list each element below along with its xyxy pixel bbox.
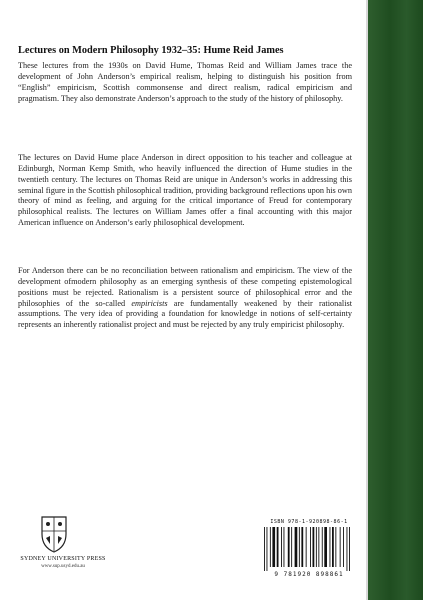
barcode-bar xyxy=(347,527,348,571)
barcode-bar xyxy=(332,527,334,567)
barcode-bar xyxy=(316,527,317,567)
blurb-paragraph-3: For Anderson there can be no reconciliation between rationalism and empiricism. The view of the development ofmodern philosophy as an emerging synthesis of these competing epistemological positions must be rejected. Rationalism is a persistent source of philosophical error and the philosophies of the so-called empiricists are fundamentally weakened by their rationalist assumptions. The very idea of providing a foundation for knowledge in notions of self-certainty represents an inherently rationalist project and must be rejected by any truly empiricist philosophy. xyxy=(18,266,352,330)
publisher-logo xyxy=(22,514,86,554)
blurb-paragraph-1: These lectures from the 1930s on David Hume, Thomas Reid and William James trace the development of John Anderson’s empirical realism, helping to distinguish his position from “English” empiricism, Scottish commonsense and direct realism, radical empiricism and pragmatism. They also demonstrate Anderson’s approach to the study of the history of philosophy. xyxy=(18,61,352,103)
barcode-digits: 9 781920 898861 xyxy=(274,571,344,578)
publisher-name: SYDNEY UNIVERSITY PRESS xyxy=(20,556,106,562)
barcode-bar xyxy=(267,527,268,571)
isbn-barcode xyxy=(258,519,360,581)
barcode-bars xyxy=(262,527,356,571)
barcode-bar xyxy=(310,527,311,567)
emphasis-word: empiricists xyxy=(131,298,168,308)
barcode-bar xyxy=(288,527,290,567)
barcode-bar xyxy=(330,527,331,567)
barcode-bar xyxy=(291,527,292,567)
barcode-bar xyxy=(343,527,344,567)
barcode-bar xyxy=(264,527,265,571)
barcode-bar xyxy=(272,527,275,567)
blurb-paragraph-2: The lectures on David Hume place Anderson in direct opposition to his teacher and colleague at Edinburgh, Norman Kemp Smith, who heavily influenced the direction of Hume studies in the twentieth century. The lectures on Thomas Reid are unique in Anderson’s works in addressing this seminal figure in the Scottish philosophical tradition, providing background reflections upon his own theory of mind as feeling, and arguing for the critical importance of Freud for contemporary philosophical realists. The lectures on William James offer a final accounting with this major American influence on Anderson’s early philosophical development. xyxy=(18,153,352,228)
barcode-bar xyxy=(306,527,307,567)
barcode-bar xyxy=(270,527,271,567)
barcode-bar xyxy=(313,527,315,567)
university-crest-icon xyxy=(39,514,69,554)
isbn-label: ISBN 978-1-920898-86-1 xyxy=(270,519,348,525)
barcode-bar xyxy=(277,527,279,567)
barcode-bar xyxy=(340,527,341,567)
barcode-bar xyxy=(281,527,282,567)
barcode-bar xyxy=(295,527,298,567)
barcode-bar xyxy=(349,527,350,571)
barcode-bar xyxy=(301,527,303,567)
publisher-url: www.sup.usyd.edu.au xyxy=(41,564,85,569)
barcode-bar xyxy=(322,527,323,567)
spine-strip xyxy=(368,0,423,600)
barcode-bar xyxy=(284,527,285,567)
barcode-bar xyxy=(318,527,319,567)
barcode-bar xyxy=(299,527,300,567)
barcode-bar xyxy=(324,527,327,567)
barcode-bar xyxy=(335,527,336,567)
book-title: Lectures on Modern Philosophy 1932–35: Hume Reid James xyxy=(18,45,284,56)
